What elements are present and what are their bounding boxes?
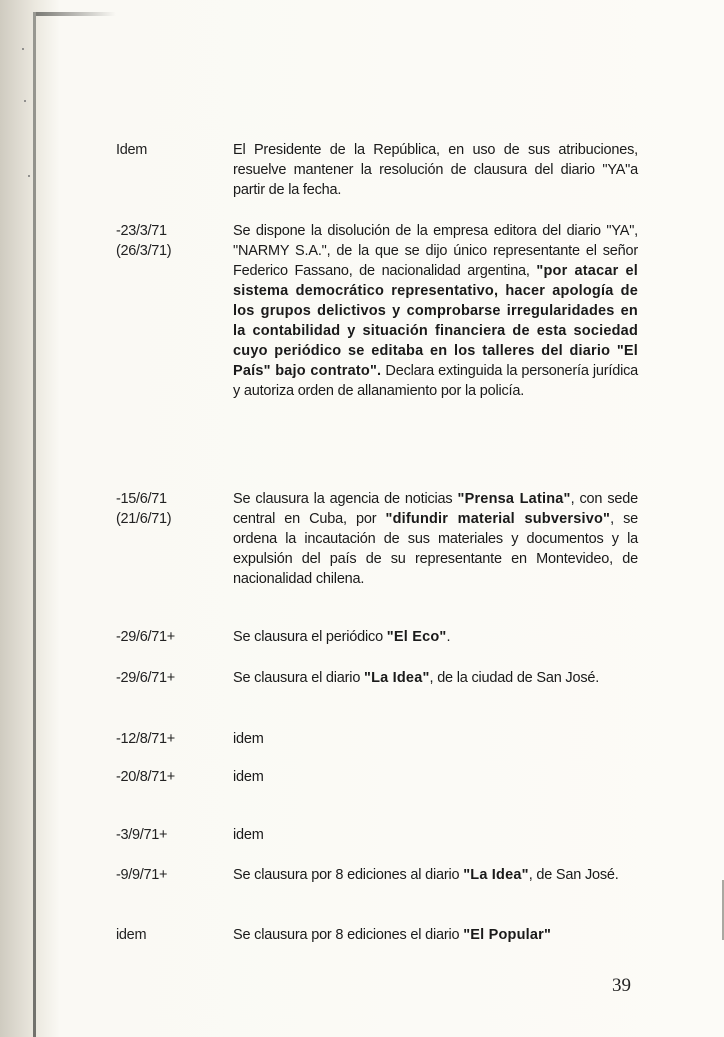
page-number: 39	[612, 975, 631, 996]
entry-date	[116, 489, 226, 529]
entry-text	[233, 627, 638, 647]
entry-date	[116, 865, 226, 885]
text-segment: , de San José.	[528, 867, 619, 883]
date-line: -3/9/71+	[116, 827, 168, 843]
text-segment-bold: "El Popular"	[463, 927, 552, 943]
date-line: -29/6/71+	[116, 629, 175, 645]
text-segment-bold: "La Idea"	[364, 670, 430, 686]
text-segment: El Presidente de la República, en uso de sus atribuciones, resuelve mantener la resolución de clausura del diario "YA"a partir de la fecha.	[233, 142, 638, 198]
text-segment: , de la ciudad de San José.	[429, 670, 600, 686]
entry-text	[233, 140, 638, 200]
text-segment: Se clausura por 8 ediciones al diario	[233, 867, 464, 883]
entry-text	[233, 489, 638, 589]
date-line: (21/6/71)	[116, 511, 172, 527]
text-segment: , con sede central en Cuba, por	[233, 491, 638, 527]
entry-text	[233, 825, 638, 845]
entry-text	[233, 221, 638, 401]
date-line: idem	[116, 927, 147, 943]
speck	[28, 175, 30, 177]
text-segment: Se clausura el periódico	[233, 629, 387, 645]
text-segment-bold: "difundir material subversivo"	[385, 511, 611, 527]
text-segment-bold: "La Idea"	[463, 867, 529, 883]
text-segment-bold: "Prensa Latina"	[457, 491, 571, 507]
entry-text	[233, 767, 638, 787]
text-segment: , se ordena la incautación de sus materiales y documentos y la expulsión del país de su representante en Montevideo, de nacionalidad chilena.	[233, 511, 638, 587]
entry-date	[116, 767, 226, 787]
text-segment: idem	[233, 731, 264, 747]
entry-date	[116, 140, 226, 160]
date-line: -9/9/71+	[116, 867, 168, 883]
date-line: -20/8/71+	[116, 769, 175, 785]
book-binding-edge	[33, 12, 36, 1037]
text-segment: idem	[233, 769, 264, 785]
text-segment: Se clausura la agencia de noticias	[233, 491, 458, 507]
entry-date	[116, 668, 226, 688]
entry-date	[116, 729, 226, 749]
date-line: -15/6/71	[116, 491, 167, 507]
date-line: -23/3/71	[116, 223, 167, 239]
page-top-shadow	[36, 12, 116, 16]
speck	[24, 100, 26, 102]
text-segment-bold: "por atacar el sistema democrático representativo, hacer apología de los grupos delictivos y comprobarse irregularidades en la contabilidad y situación financiera de esta sociedad cuyo periódico se editaba en los talleres del diario "El País" bajo contrato".	[233, 263, 638, 379]
entry-text	[233, 865, 638, 885]
entry-date	[116, 221, 226, 261]
entry-text	[233, 729, 638, 749]
entry-date	[116, 627, 226, 647]
text-segment: Declara extinguida la personería jurídica y autoriza orden de allanamiento por la policía.	[233, 363, 639, 399]
entry-text	[233, 668, 638, 688]
text-segment: Se clausura por 8 ediciones el diario	[233, 927, 464, 943]
date-line: -12/8/71+	[116, 731, 175, 747]
text-segment: idem	[233, 827, 264, 843]
text-segment-bold: "El Eco"	[386, 629, 447, 645]
date-line: (26/3/71)	[116, 243, 172, 259]
entry-text	[233, 925, 638, 945]
speck	[22, 48, 24, 50]
date-line: Idem	[116, 142, 148, 158]
text-segment: Se clausura el diario	[233, 670, 365, 686]
date-line: -29/6/71+	[116, 670, 175, 686]
entry-date	[116, 825, 226, 845]
text-segment: Se dispone la disolución de la empresa editora del diario "YA", "NARMY S.A.", de la que se dijo único representante el señor Federico Fassano, de nacionalidad argentina,	[233, 223, 638, 279]
text-segment: .	[446, 629, 451, 645]
entry-date	[116, 925, 226, 945]
